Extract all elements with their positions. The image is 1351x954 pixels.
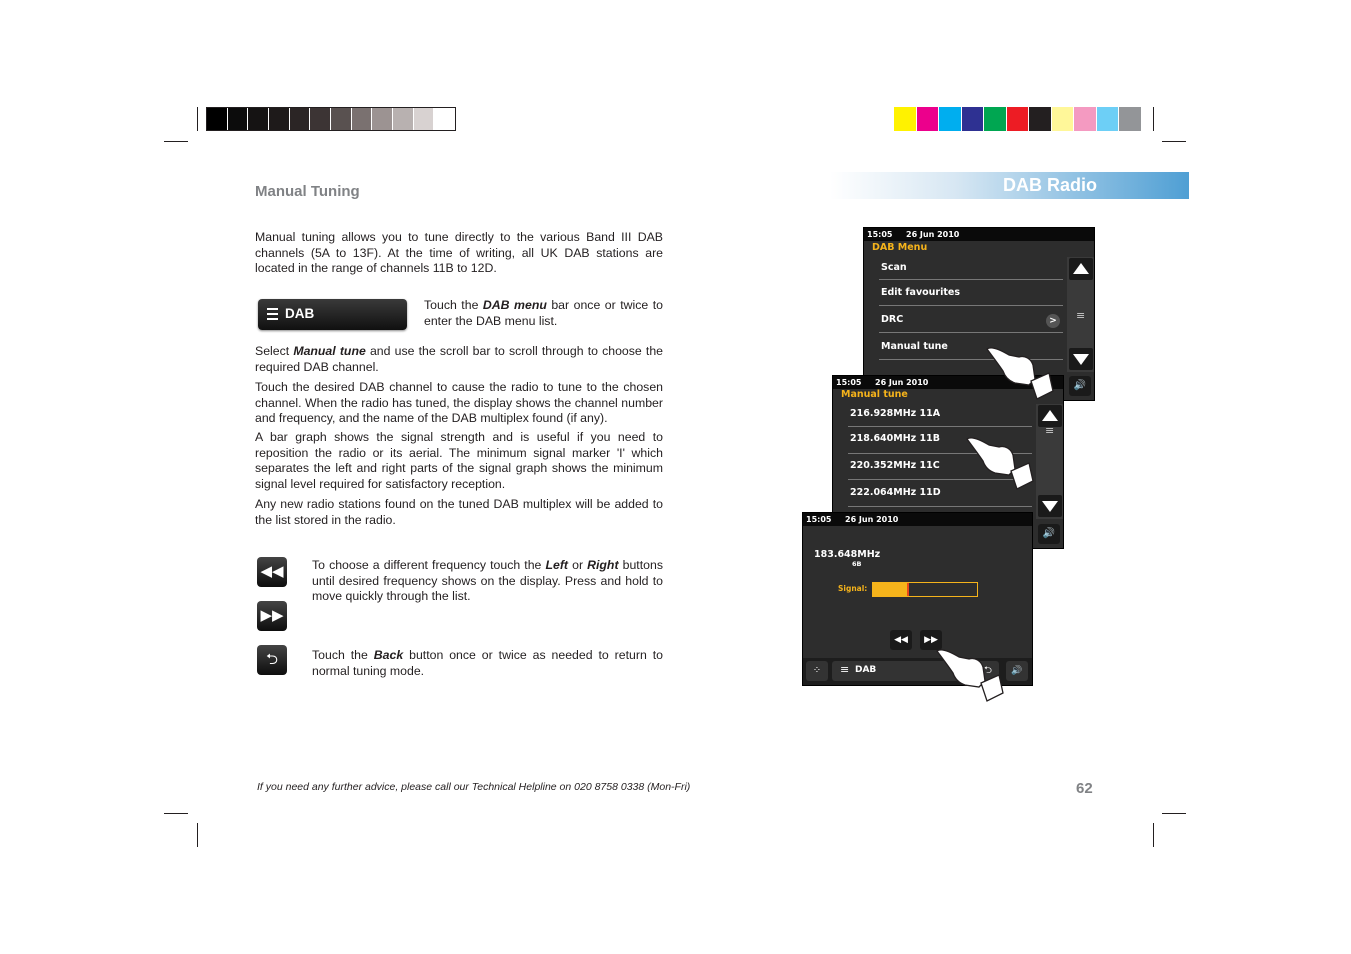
color-swatch <box>207 108 228 130</box>
scroll-down-button[interactable] <box>1038 495 1062 517</box>
scroll-down-button[interactable] <box>1069 348 1093 370</box>
color-swatch <box>269 108 290 130</box>
menu-item-edit-favourites[interactable]: Edit favourites <box>881 287 961 298</box>
intro-paragraph: Manual tuning allows you to tune directly to the various Band III DAB channels (5A to 13F). At the time of writing, all UK DAB stations are located in the range of channels 11B to 12D. <box>255 230 663 275</box>
back-button[interactable]: ⮌ <box>977 661 999 681</box>
color-swatch <box>310 108 331 130</box>
crop-mark <box>164 813 188 814</box>
color-swatch <box>1029 107 1052 131</box>
rewind-button[interactable]: ◀◀ <box>890 630 912 650</box>
scrollbar[interactable] <box>1036 404 1063 519</box>
channel-item[interactable]: 222.064MHz 11D <box>850 487 941 498</box>
color-swatch <box>290 108 311 130</box>
step-select-manual-tune: Select Manual tune and use the scroll bar to scroll through to choose the required DAB channel. <box>255 344 663 374</box>
pointing-hand-icon <box>985 343 1055 403</box>
apps-button[interactable]: ⁘ <box>806 661 828 681</box>
divider <box>879 279 1063 280</box>
volume-button[interactable]: 🔊 <box>1038 524 1060 544</box>
color-swatch <box>917 107 940 131</box>
color-swatch <box>331 108 352 130</box>
crop-mark <box>1153 823 1154 847</box>
menu-title: DAB Menu <box>872 242 928 253</box>
date: 26 Jun 2010 <box>845 515 899 524</box>
color-swatch <box>352 108 373 130</box>
color-swatch <box>1119 107 1142 131</box>
divider <box>879 305 1063 306</box>
channel-readout: 6B <box>852 560 862 568</box>
date: 26 Jun 2010 <box>906 230 960 239</box>
dab-button-label: DAB <box>285 306 315 321</box>
step-new-stations: Any new radio stations found on the tuned DAB multiplex will be added to the list stored in the radio. <box>255 497 663 527</box>
step-touch-dab-menu: Touch the DAB menu bar once or twice to enter the DAB menu list. <box>424 298 663 328</box>
color-swatch <box>434 108 455 130</box>
scrollbar[interactable] <box>1067 257 1094 372</box>
signal-label: Signal: <box>838 584 868 593</box>
channel-item[interactable]: 218.640MHz 11B <box>850 433 940 444</box>
page-number: 62 <box>1076 780 1093 797</box>
menu-title: Manual tune <box>841 389 908 400</box>
clock: 15:05 <box>867 230 893 239</box>
step-touch-channel: Touch the desired DAB channel to cause the radio to tune to the chosen channel. When the radio has tuned, the display shows the channel number and frequency, and the name of the DAB multiplex found (if any). <box>255 380 663 425</box>
arrow-down-icon <box>1042 501 1058 512</box>
arrow-up-icon <box>1042 410 1058 421</box>
date: 26 Jun 2010 <box>875 378 929 387</box>
grayscale-calibration-bar <box>206 107 456 131</box>
color-swatch <box>939 107 962 131</box>
menu-item-manual-tune[interactable]: Manual tune <box>881 341 948 352</box>
color-swatch <box>984 107 1007 131</box>
banner-label: DAB Radio <box>1003 175 1097 195</box>
menu-item-scan[interactable]: Scan <box>881 262 907 273</box>
color-swatch <box>1007 107 1030 131</box>
crop-mark <box>1162 141 1186 142</box>
section-banner <box>830 172 1189 199</box>
channel-item[interactable]: 216.928MHz 11A <box>850 408 941 419</box>
volume-button[interactable]: 🔊 <box>1006 661 1028 681</box>
fast-forward-button[interactable]: ▶▶ <box>257 601 287 631</box>
signal-bar-fill <box>873 583 907 596</box>
divider <box>848 426 1032 427</box>
color-swatch <box>414 108 435 130</box>
channel-item[interactable]: 220.352MHz 11C <box>850 460 940 471</box>
scroll-handle-icon: ≡ <box>1045 424 1055 437</box>
fast-forward-button[interactable]: ▶▶ <box>920 630 942 650</box>
color-swatch <box>228 108 249 130</box>
helpline-footer: If you need any further advice, please call our Technical Helpline on 020 8758 0338 (Mon-Fri) <box>257 781 691 793</box>
arrow-up-icon <box>1073 263 1089 274</box>
color-swatch <box>248 108 269 130</box>
dab-menu-button[interactable] <box>258 299 407 330</box>
status-bar <box>803 513 1032 526</box>
color-swatch <box>894 107 917 131</box>
crop-mark <box>164 141 188 142</box>
menu-icon <box>267 308 278 323</box>
minimum-signal-marker <box>907 583 909 596</box>
arrow-down-icon <box>1073 354 1089 365</box>
pointing-hand-icon <box>935 645 1005 705</box>
color-swatch <box>393 108 414 130</box>
status-bar <box>864 228 1094 241</box>
color-swatch <box>962 107 985 131</box>
pointing-hand-icon <box>965 433 1035 493</box>
color-swatch <box>372 108 393 130</box>
dab-bar-label: DAB <box>855 665 877 675</box>
clock: 15:05 <box>836 378 862 387</box>
chevron-right-icon: > <box>1046 314 1060 328</box>
back-button[interactable]: ⮌ <box>257 645 287 675</box>
divider <box>879 332 1063 333</box>
color-swatch <box>1052 107 1075 131</box>
step-left-right: To choose a different frequency touch the Left or Right buttons until desired frequency shows on the display. Press and hold to move quickly through the list. <box>312 558 663 603</box>
crop-mark <box>1153 107 1154 131</box>
step-bar-graph: A bar graph shows the signal strength and is useful if you need to reposition the radio or its aerial. The minimum signal marker 'I' which separates the left and right parts of the signal graph shows the minimum signal level required for satisfactory reception. <box>255 430 663 491</box>
frequency-readout: 183.648MHz <box>814 549 881 560</box>
scroll-up-button[interactable] <box>1069 258 1093 280</box>
crop-mark <box>197 823 198 847</box>
rewind-button[interactable]: ◀◀ <box>257 557 287 587</box>
section-title: Manual Tuning <box>255 183 360 200</box>
step-back: Touch the Back button once or twice as needed to return to normal tuning mode. <box>312 648 663 678</box>
crop-mark <box>1162 813 1186 814</box>
volume-button[interactable]: 🔊 <box>1069 376 1091 396</box>
color-swatch <box>1074 107 1097 131</box>
menu-icon: ≡ <box>840 663 850 676</box>
crop-mark <box>197 107 198 131</box>
scroll-handle-icon: ≡ <box>1076 309 1086 322</box>
clock: 15:05 <box>806 515 832 524</box>
divider <box>848 506 1032 507</box>
color-swatch <box>1097 107 1120 131</box>
color-calibration-bar <box>894 107 1142 131</box>
signal-bar <box>872 582 978 597</box>
menu-item-drc[interactable]: DRC <box>881 314 904 325</box>
